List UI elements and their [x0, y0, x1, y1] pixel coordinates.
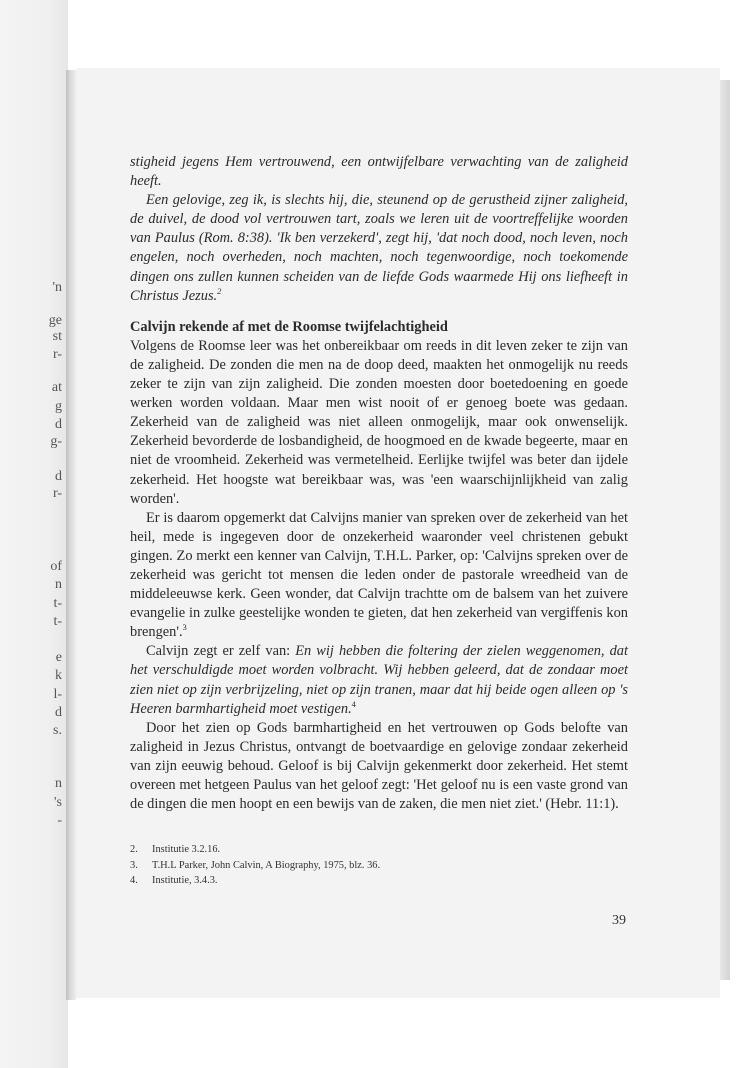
footnote-ref: 2 — [217, 285, 222, 296]
left-page-text: l- — [53, 687, 62, 702]
paragraph-quote — [130, 191, 628, 306]
book-gutter — [66, 70, 76, 1000]
footnote-number: 4. — [130, 875, 138, 886]
left-page-text: t- — [53, 614, 62, 629]
left-page-text: n — [55, 776, 62, 791]
left-page-text: r- — [52, 347, 62, 362]
paragraph-continued: stigheid jegens Hem vertrouwend, een ontwijfelbare verwachting van de zaligheid heeft. — [130, 154, 628, 190]
paragraph — [130, 509, 628, 643]
section-heading: Calvijn rekende af met de Roomse twijfelachtigheid — [130, 318, 448, 335]
footnote-text: T.H.L Parker, John Calvin, A Biography, 1975, blz. 36. — [152, 859, 381, 871]
footnote — [130, 858, 628, 874]
quote-text: En wij hebben die foltering der zielen weggenomen, dat het verschuldigde moet worden volbracht. Wij hebben geleerd, dat de zondaar moet zien niet op zijn verbrijzeling, niet op zijn tranen, maar dat hij beide ogen alleen op 's Heeren barmhartigheid moet vestigen. — [130, 643, 628, 717]
left-page-text: d — [55, 705, 62, 720]
footnote-number: 3. — [130, 859, 138, 871]
left-page-text: n — [55, 577, 62, 592]
left-page-text: e — [55, 650, 62, 665]
paragraph-text: Er is daarom opgemerkt dat Calvijns manier van spreken over de zekerheid van het heil, mede is ingegeven door de onzekerheid waaronder veel christenen gebukt gingen. Zo merkt een kenner van Calvijn, T.H.L. Parker, op: 'Calvijns spreken over de zekerheid was gericht tot mensen die leden onder de pastorale wreedheid van de middeleeuwse kerk. Geen wonder, dat Calvijn trachtte om de balsem van het zuivere evangelie in zulke geestelijke wonden te gieten, dat hen zekerheid van vergiffenis kon brengen'. — [130, 509, 628, 641]
left-page-text: t- — [53, 596, 62, 611]
footnote-text: Institutie 3.2.16. — [152, 844, 221, 855]
paragraph-lead: Calvijn zegt er zelf van: — [146, 643, 296, 660]
left-page-text: ge — [48, 313, 62, 328]
footnote-number: 2. — [130, 844, 138, 855]
footnote — [130, 842, 628, 858]
left-page-text: g — [55, 399, 62, 414]
paragraph — [130, 642, 628, 718]
left-page-text: st — [52, 329, 62, 344]
left-page-text: d — [55, 469, 62, 484]
left-page-text: d — [55, 417, 62, 432]
footnotes — [130, 842, 628, 889]
footnote — [130, 873, 628, 889]
left-page-text: s. — [53, 723, 62, 738]
footnote-text: Institutie, 3.4.3. — [152, 875, 218, 886]
left-page-text: r- — [52, 486, 62, 501]
left-page-text: of — [50, 559, 62, 574]
left-page-text: at — [51, 380, 62, 395]
quote-text: Een gelovige, zeg ik, is slechts hij, die, steunend op de gerustheid zijner zaligheid, de duivel, de dood vol vertrouwen tart, zoals we leren uit de voortreffelijke woorden van Paulus (Rom. 8:38). 'Ik ben verzekerd', zegt hij, 'dat noch dood, noch leven, noch engelen, noch overheden, noch machten, noch tegenwoordige, noch toekomende dingen ons zullen kunnen scheiden van de liefde Gods waarmede Hij ons liefheeft in Christus Jezus. — [130, 192, 628, 304]
left-page-text: 's — [54, 795, 62, 810]
paragraph: Volgens de Roomse leer was het onbereikbaar om reeds in dit leven zeker te zijn van de zaligheid. De zonden die men na de doop deed, maakten het onmogelijk nu reeds zeker te zijn van zijn zaligheid. Die zonden moesten door boetedoening en goede werken worden voldaan. Maar men wist nooit of er genoeg boete was gedaan. Zekerheid van de zaligheid was niet alleen onmogelijk, maar ook onwenselijk. Zekerheid bevorderde de losbandigheid, de hoogmoed en de kwade begeerte, maar en niet de vroomheid. Zekerheid was vermetelheid. Eerlijke twijfel was beter dan ijdele zekerheid. Het hoogste wat bereikbaar was, was 'een waarschijnlijkheid van zalig worden'. — [130, 337, 628, 507]
page-number: 39 — [612, 913, 626, 928]
left-page-text: - — [57, 813, 62, 828]
footnote-ref: 4 — [351, 698, 356, 709]
left-page-text: g- — [50, 434, 62, 449]
left-page-text: 'n — [52, 280, 62, 295]
footnote-ref: 3 — [182, 622, 187, 633]
left-page-fragment — [0, 0, 68, 1068]
left-page-text: k — [55, 668, 62, 683]
body-text — [130, 153, 628, 814]
paragraph: Door het zien op Gods barmhartigheid en het vertrouwen op Gods belofte van zaligheid in Jezus Christus, ontvangt de boetvaardige en gelovige zondaar zekerheid van zijn eeuwig behoud. Geloof is bij Calvijn gekenmerkt door zekerheid. Het stemt overeen met hetgeen Paulus van het geloof zegt: 'Het geloof nu is een vaste grond van de dingen die men hoopt en een bewijs van de zaken, die men niet ziet.' (Hebr. 11:1). — [130, 719, 628, 813]
